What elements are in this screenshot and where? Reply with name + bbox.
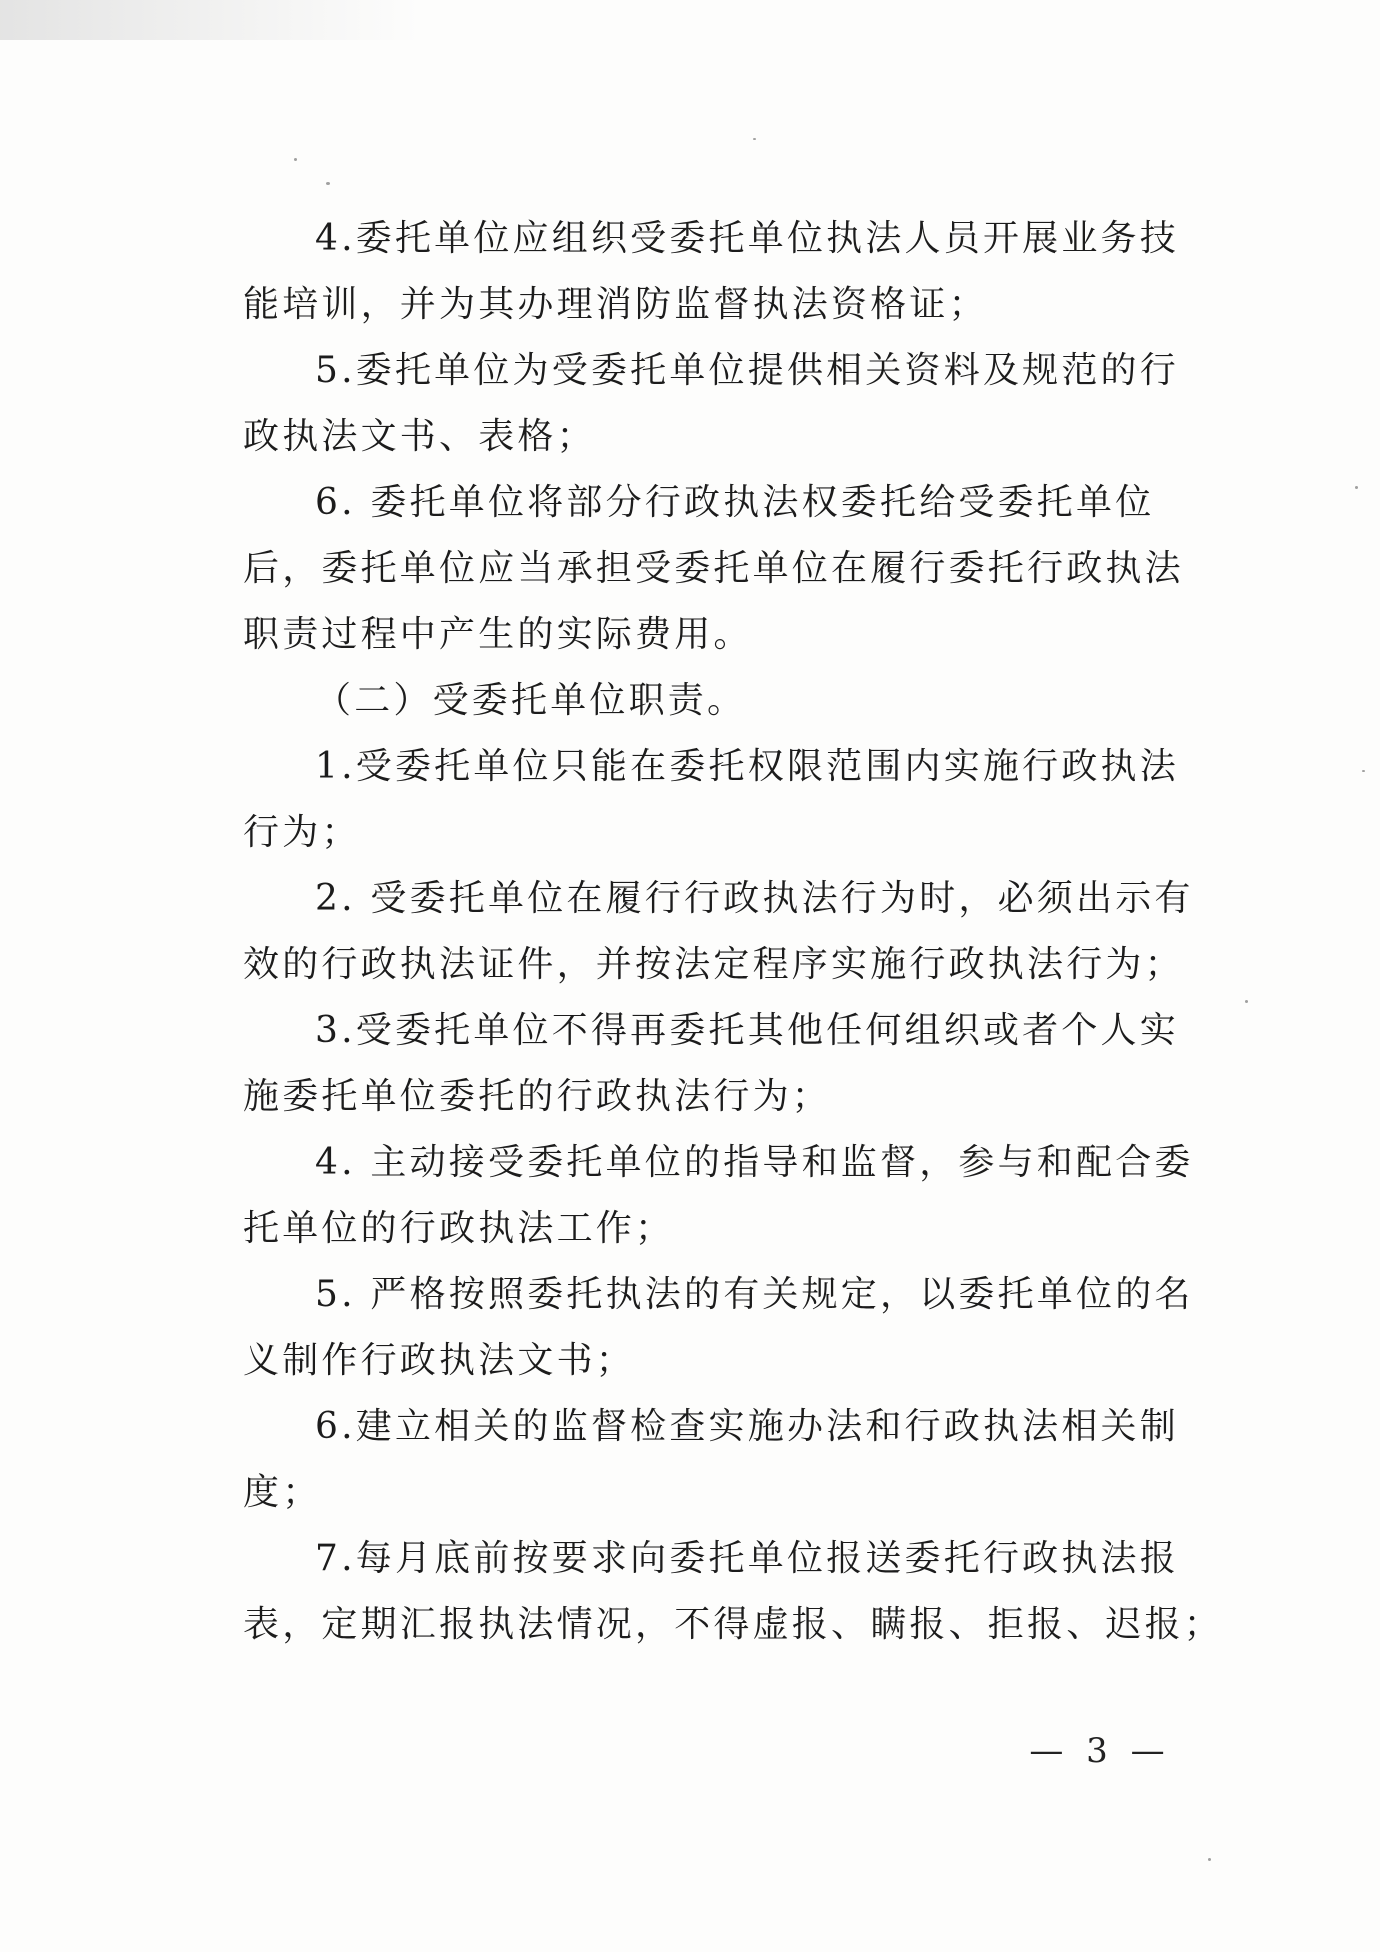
text-line: 后，委托单位应当承担受委托单位在履行委托行政执法 bbox=[243, 548, 1184, 589]
text-line: 4. 主动接受委托单位的指导和监督，参与和配合委 bbox=[315, 1142, 1194, 1183]
body-text bbox=[243, 206, 1224, 1658]
scan-speck bbox=[1245, 1000, 1248, 1003]
section-heading: （二）受委托单位职责。 bbox=[315, 680, 747, 721]
text-line: 能培训，并为其办理消防监督执法资格证； bbox=[243, 284, 988, 325]
scan-speck bbox=[1208, 1858, 1211, 1861]
text-line: 效的行政执法证件，并按法定程序实施行政执法行为； bbox=[243, 944, 1184, 985]
scan-speck bbox=[294, 158, 297, 161]
text-line: 行为； bbox=[243, 812, 361, 853]
text-line: 表，定期汇报执法情况，不得虚报、瞒报、拒报、迟报； bbox=[243, 1604, 1224, 1645]
page-number: — 3 — bbox=[1029, 1731, 1171, 1771]
text-line: 2. 受委托单位在履行行政执法行为时，必须出示有 bbox=[315, 878, 1194, 919]
text-line: 4.委托单位应组织受委托单位执法人员开展业务技 bbox=[315, 218, 1179, 259]
text-line: 7.每月底前按要求向委托单位报送委托行政执法报 bbox=[315, 1538, 1179, 1579]
scan-artifact bbox=[0, 0, 420, 40]
text-line: 施委托单位委托的行政执法行为； bbox=[243, 1076, 832, 1117]
text-line: 6.建立相关的监督检查实施办法和行政执法相关制 bbox=[315, 1406, 1179, 1447]
text-line: 政执法文书、表格； bbox=[243, 416, 596, 457]
text-line: 义制作行政执法文书； bbox=[243, 1340, 636, 1381]
text-line: 5. 严格按照委托执法的有关规定，以委托单位的名 bbox=[315, 1274, 1194, 1315]
scan-speck bbox=[1362, 770, 1365, 772]
scan-speck bbox=[326, 182, 330, 185]
text-line: 3.受委托单位不得再委托其他任何组织或者个人实 bbox=[315, 1010, 1179, 1051]
text-line: 5.委托单位为受委托单位提供相关资料及规范的行 bbox=[315, 350, 1179, 391]
text-line: 6. 委托单位将部分行政执法权委托给受委托单位 bbox=[315, 482, 1155, 523]
text-line: 职责过程中产生的实际费用。 bbox=[243, 614, 753, 655]
text-line: 托单位的行政执法工作； bbox=[243, 1208, 675, 1249]
text-line: 度； bbox=[243, 1472, 322, 1513]
scan-speck bbox=[753, 138, 756, 140]
scan-speck bbox=[1355, 486, 1358, 489]
text-line: 1.受委托单位只能在委托权限范围内实施行政执法 bbox=[315, 746, 1179, 787]
